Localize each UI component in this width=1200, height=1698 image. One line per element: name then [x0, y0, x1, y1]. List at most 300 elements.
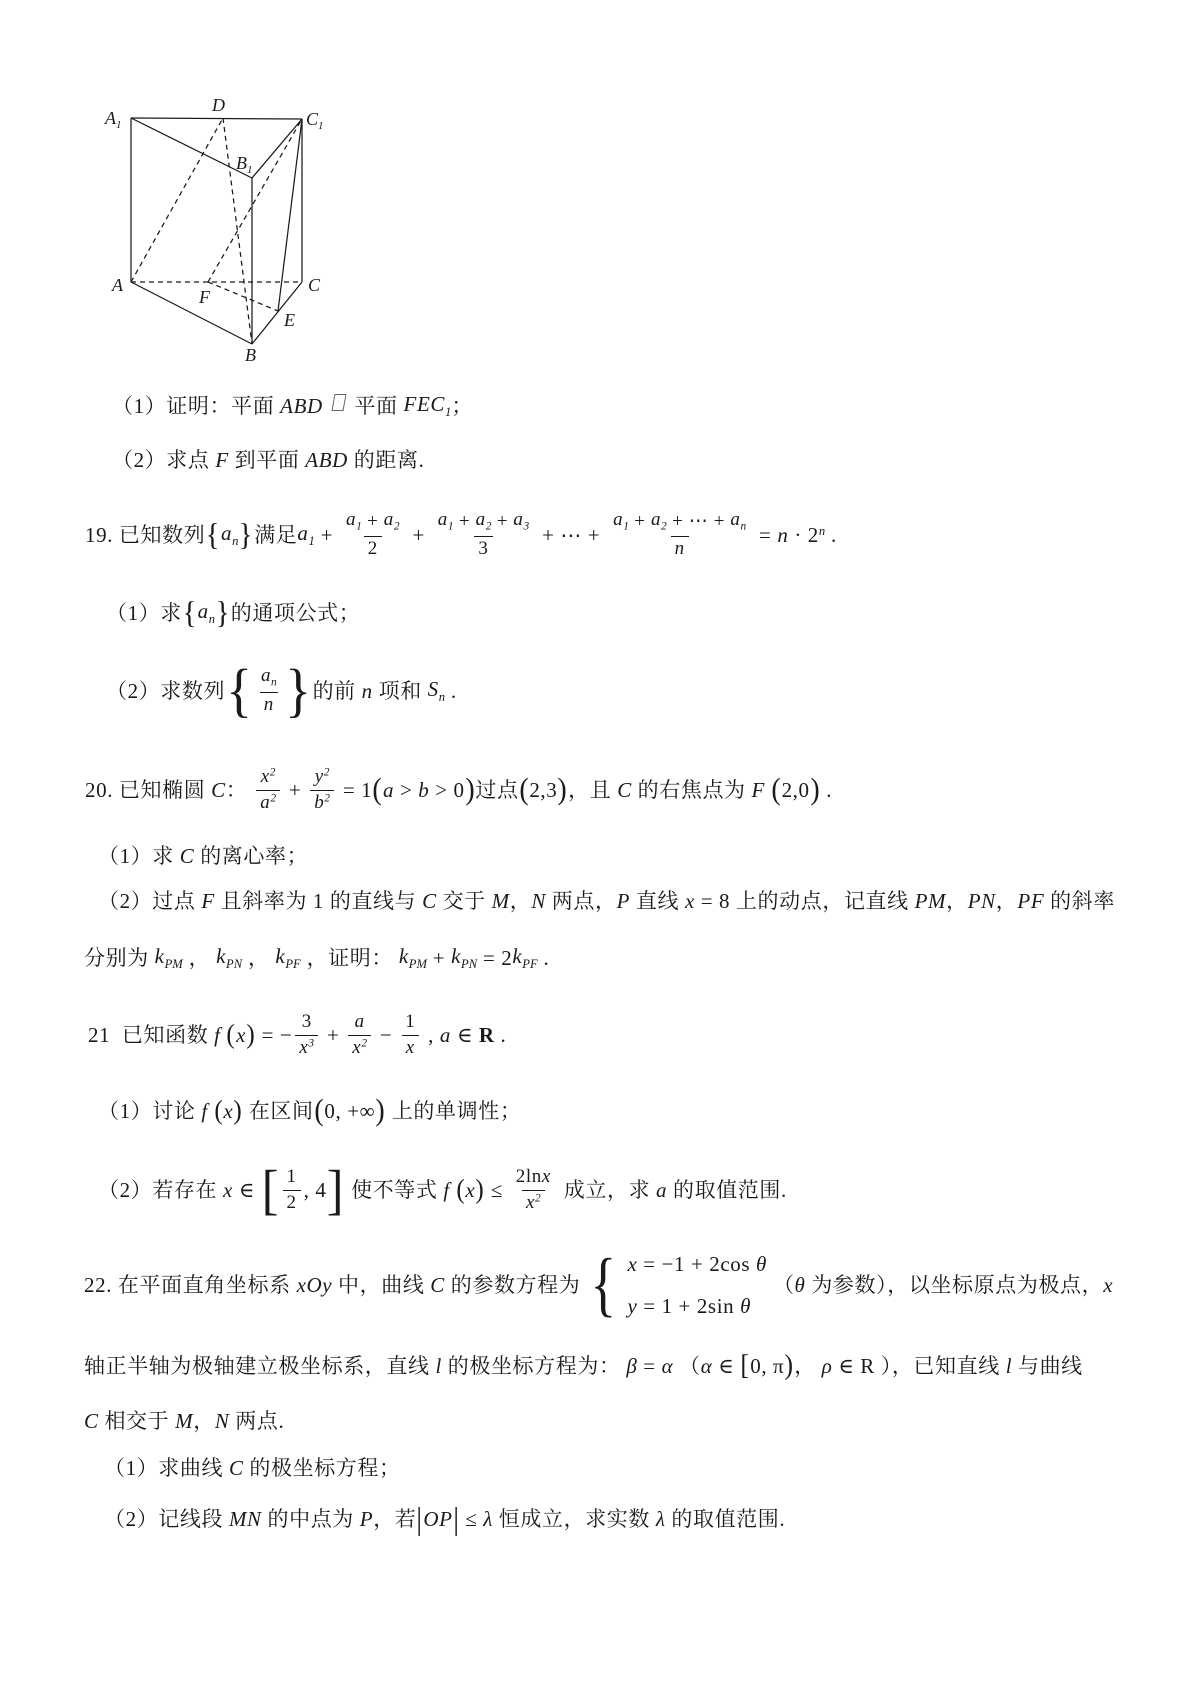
math-var-base: α — [661, 1353, 674, 1378]
math-var-base: 2 — [807, 522, 819, 547]
math-var-base: M — [491, 888, 510, 913]
math-superscript: 3 — [308, 1037, 315, 1050]
math-var — [1103, 1272, 1113, 1298]
math-subscript: PF — [522, 957, 538, 972]
math-delimiter: ( — [372, 772, 383, 807]
math-text: 2 — [367, 537, 378, 559]
math-text: · — [788, 522, 808, 547]
math-delimiter: ( — [456, 1174, 465, 1205]
q20-item2-line2 — [84, 940, 549, 976]
math-fraction — [257, 665, 281, 716]
math-var-base: C — [84, 1408, 99, 1433]
fraction-numerator — [401, 1011, 419, 1035]
math-var-base: a — [383, 509, 394, 531]
math-var-base: MN — [228, 1506, 262, 1531]
math-text: 3 — [478, 537, 489, 559]
math-superscript: n — [818, 523, 826, 538]
math-text: − — [374, 1022, 399, 1047]
math-text — [208, 1098, 214, 1124]
math-text: + — [491, 510, 514, 532]
math-var — [314, 792, 330, 815]
math-delimiter: ) — [475, 1174, 485, 1205]
vertex-label-E: E — [284, 310, 295, 330]
math-var — [968, 888, 996, 914]
math-var — [155, 943, 183, 973]
math-var — [730, 509, 746, 534]
math-text: 上的单调性； — [385, 1098, 522, 1123]
math-superscript: 2 — [324, 792, 330, 805]
math-superscript: 2 — [270, 792, 277, 805]
math-var — [430, 1272, 445, 1298]
math-var-base: a — [197, 599, 209, 624]
math-text: = 1 — [337, 777, 373, 802]
math-text: 过点 — [475, 777, 519, 802]
math-text: 的离心率； — [194, 843, 309, 868]
math-var — [299, 1037, 314, 1060]
q20-stem — [85, 752, 832, 828]
cases-group — [586, 1244, 767, 1325]
math-var-base: k — [451, 944, 462, 969]
math-text — [765, 777, 771, 803]
math-text: 直线 — [630, 888, 685, 913]
math-delimiter: ( — [519, 772, 529, 807]
math-var-base: k — [154, 944, 165, 969]
math-delimiter: { — [226, 658, 253, 724]
math-text: 分别为 — [84, 945, 155, 970]
math-delimiter: } — [239, 516, 254, 552]
cases-row — [628, 1251, 767, 1277]
math-text: 20. 已知椭圆 — [85, 777, 212, 802]
math-text: = 1 + 2sin — [637, 1294, 741, 1318]
math-text: ， — [242, 945, 276, 970]
math-delimiter: ( — [771, 772, 782, 807]
fraction-denominator — [348, 1035, 371, 1060]
math-text: （2）若存在 — [98, 1177, 223, 1202]
math-text: ， — [182, 945, 217, 970]
fraction-denominator — [295, 1035, 318, 1060]
math-var-base: f — [214, 1022, 221, 1047]
edge-C1-E — [278, 119, 302, 311]
math-text: + ⋯ + — [536, 522, 607, 547]
math-var-base: xOy — [296, 1272, 333, 1297]
math-subscript: 3 — [523, 521, 530, 534]
math-text: = −1 + 2cos — [637, 1251, 757, 1276]
math-text: 两点. — [229, 1408, 285, 1433]
math-var — [362, 678, 373, 704]
math-delimiter: ) — [557, 772, 568, 807]
edge-A-D — [131, 118, 223, 282]
math-text: = — [637, 1353, 662, 1378]
math-var-base: n — [777, 522, 789, 547]
math-var-base: x — [236, 1022, 247, 1047]
math-var — [315, 766, 330, 789]
math-var — [229, 1506, 262, 1532]
math-text: 为参数），以坐标原点为极点， — [805, 1272, 1104, 1297]
math-delimiter: [ — [740, 1349, 750, 1381]
math-text: 使不等式 — [345, 1177, 444, 1202]
math-var-base: x — [465, 1177, 476, 1202]
math-text: + — [314, 522, 339, 547]
math-text: ，证明： — [300, 945, 399, 970]
math-text: ， — [995, 888, 1018, 913]
missing-glyph-box — [331, 394, 346, 411]
math-var — [465, 1177, 475, 1203]
math-var — [216, 943, 242, 973]
math-text: ≤ — [484, 1177, 509, 1202]
fraction-numerator — [257, 766, 280, 790]
math-var — [383, 777, 394, 803]
math-var-base: C — [228, 1455, 244, 1480]
math-text: 的极坐标方程； — [243, 1455, 401, 1480]
math-var — [428, 676, 445, 706]
math-delimiter: [ — [261, 1158, 279, 1220]
math-var — [261, 766, 276, 789]
math-delimiter: ] — [327, 1158, 345, 1220]
math-var — [915, 888, 947, 914]
math-text: 在区间 — [242, 1098, 314, 1123]
math-text: 满足 — [254, 522, 298, 547]
math-var-base: N — [214, 1408, 230, 1433]
math-text: 1 — [286, 1165, 297, 1187]
math-fraction — [609, 509, 750, 560]
math-var — [229, 1455, 244, 1481]
math-delimiter: } — [215, 594, 231, 630]
math-text: ， — [794, 1353, 822, 1378]
math-var-base: b — [418, 777, 430, 802]
math-fraction — [434, 509, 533, 560]
math-var — [198, 598, 215, 628]
math-fraction — [283, 1166, 301, 1215]
math-subscript: n — [232, 534, 239, 549]
math-var-base: k — [398, 944, 409, 969]
math-text: （2）过点 — [98, 888, 202, 913]
math-text: 的右焦点为 — [631, 777, 752, 802]
math-var — [483, 1506, 493, 1532]
math-var-base: P — [359, 1506, 374, 1531]
math-var — [740, 1293, 751, 1319]
math-var-base: F — [751, 777, 765, 802]
fraction-denominator — [364, 536, 382, 561]
math-var — [297, 520, 314, 550]
math-var-base: ABD — [280, 393, 323, 418]
math-text: 与曲线 — [1012, 1353, 1083, 1378]
math-var — [613, 509, 629, 534]
q19-item1 — [106, 594, 361, 630]
math-var — [513, 509, 529, 534]
math-delimiter: ) — [810, 772, 820, 807]
math-text: 19. 已知数列 — [85, 522, 206, 547]
math-var-base: θ — [756, 1251, 767, 1276]
math-var — [422, 888, 437, 914]
math-var — [438, 509, 454, 534]
math-subscript: PF — [285, 957, 301, 972]
math-text: + — [628, 510, 651, 532]
math-subscript: 1 — [308, 534, 315, 549]
math-var — [476, 509, 492, 534]
math-text: 2,0 — [781, 777, 810, 802]
math-delimiter: ) — [246, 1019, 256, 1050]
math-var-base: x — [684, 888, 695, 913]
cases-row — [628, 1293, 767, 1319]
math-var-base: x — [1103, 1272, 1114, 1297]
math-fraction — [295, 1011, 318, 1060]
math-var-base: n — [674, 537, 685, 559]
math-var — [701, 1353, 713, 1379]
math-var — [346, 509, 362, 534]
math-text: 2 — [286, 1191, 297, 1213]
math-text: 3 — [301, 1010, 312, 1032]
math-var-base: λ — [655, 1506, 666, 1531]
math-subscript: 1 — [623, 521, 629, 534]
math-text: ， — [509, 888, 532, 913]
math-var — [355, 1011, 365, 1034]
fraction-numerator — [257, 665, 281, 691]
math-var — [542, 1166, 551, 1189]
math-var-base: F — [201, 888, 215, 913]
fraction-numerator — [434, 509, 533, 535]
math-delimiter: } — [284, 658, 312, 724]
math-text: ∈ — [232, 1177, 261, 1202]
math-text: ， — [193, 1408, 215, 1433]
math-var-base: a — [260, 665, 272, 687]
math-text — [323, 393, 329, 419]
math-superscript: 2 — [323, 766, 330, 779]
math-var — [628, 1293, 638, 1319]
math-var-base: a — [383, 777, 395, 802]
math-var-base: k — [216, 944, 226, 969]
edge-F-C1 — [208, 119, 302, 282]
math-delimiter: ( — [214, 1095, 223, 1126]
math-text: ，若 — [373, 1506, 417, 1531]
math-text: . — [537, 945, 550, 970]
math-var-base: θ — [794, 1272, 806, 1297]
math-var — [352, 1037, 367, 1060]
math-text: . — [494, 1022, 507, 1047]
q22-stem-line2 — [84, 1349, 1083, 1383]
math-var-base: a — [345, 509, 357, 531]
math-var-base: f — [201, 1098, 208, 1123]
math-var — [756, 1251, 767, 1277]
math-text: 的取值范围. — [667, 1177, 787, 1202]
math-var — [795, 1272, 806, 1298]
math-var — [662, 1353, 674, 1379]
prism-figure — [95, 85, 335, 380]
fraction-numerator — [298, 1011, 316, 1035]
math-text: 2ln — [515, 1165, 542, 1187]
math-text: + — [426, 945, 452, 970]
vertex-label-B: B — [245, 345, 256, 365]
math-text: ； — [451, 393, 473, 418]
math-text: 平面 — [348, 393, 404, 418]
math-var-base: y — [627, 1294, 638, 1318]
math-text: + ⋯ + — [666, 510, 731, 532]
math-var — [822, 1353, 833, 1379]
q19-stem — [85, 497, 837, 573]
edge-B1-C1 — [252, 119, 302, 178]
vertex-label-C1: $C_1$ — [306, 109, 324, 132]
math-var — [215, 1408, 230, 1434]
math-var — [223, 1177, 233, 1203]
math-bold-text: R — [478, 1022, 495, 1047]
fraction-numerator — [311, 766, 334, 790]
math-text: , — [422, 1022, 440, 1047]
math-var — [675, 538, 685, 561]
math-text: + — [283, 777, 308, 802]
math-var-base: C — [617, 777, 632, 802]
math-text: 交于 — [436, 888, 492, 913]
vertex-label-A1: $A_1$ — [105, 108, 122, 131]
math-var-base: x — [541, 1165, 551, 1187]
vertex-label-B1: $B_1$ — [236, 153, 253, 176]
math-text: ： — [225, 777, 254, 802]
math-var-base: ρ — [821, 1353, 833, 1378]
math-text: = − — [255, 1022, 293, 1047]
math-delimiter: | — [416, 1500, 424, 1536]
math-var — [84, 1408, 99, 1434]
math-var — [399, 943, 427, 973]
math-var-base: k — [512, 944, 523, 969]
fraction-denominator — [310, 790, 334, 815]
math-var — [360, 1506, 373, 1532]
math-superscript: 2 — [361, 1037, 368, 1050]
math-fraction — [401, 1011, 419, 1060]
math-var-base: y — [314, 765, 324, 787]
vertex-label-D: D — [212, 95, 225, 115]
math-text: 的中点为 — [261, 1506, 360, 1531]
math-text: 恒成立，求实数 — [492, 1506, 656, 1531]
math-var-base: ABD — [305, 447, 348, 472]
math-var-base: x — [299, 1036, 309, 1058]
fraction-denominator — [522, 1190, 545, 1215]
math-text: （1）讨论 — [98, 1098, 202, 1123]
math-var — [531, 888, 546, 914]
math-var-base: x — [525, 1191, 536, 1213]
math-var — [617, 888, 630, 914]
math-delimiter: ) — [375, 1093, 386, 1128]
vertex-label-F: F — [199, 287, 210, 307]
math-var-base: PN — [967, 888, 996, 913]
math-text: 2,3 — [529, 777, 558, 802]
math-var — [175, 1408, 193, 1434]
math-var-base: C — [422, 888, 437, 913]
math-text: + — [321, 1022, 346, 1047]
edge-A1-B1 — [131, 118, 252, 178]
math-text: . — [825, 522, 837, 547]
math-subscript: n — [438, 690, 446, 705]
math-text: + — [453, 510, 476, 532]
math-var — [418, 777, 429, 803]
math-var — [264, 694, 274, 717]
math-subscript: 1 — [445, 405, 452, 420]
math-fraction — [348, 1011, 371, 1060]
math-text: ∈ R ），已知直线 — [832, 1353, 1006, 1378]
math-text: + — [361, 510, 384, 532]
math-var — [526, 1192, 541, 1215]
math-var-base: C — [179, 843, 195, 868]
math-var — [626, 1353, 637, 1379]
math-text: （2）求点 — [112, 447, 216, 472]
q21-stem — [88, 998, 506, 1072]
math-var-base: a — [439, 1022, 451, 1047]
math-superscript: 2 — [535, 1192, 541, 1205]
math-text: （1）求曲线 — [104, 1455, 229, 1480]
math-text: ， — [946, 888, 968, 913]
math-text: 的极坐标方程为： — [441, 1353, 627, 1378]
math-text — [450, 1177, 456, 1203]
math-var — [777, 522, 788, 548]
math-var — [236, 1022, 246, 1048]
math-text: 的通项公式； — [230, 600, 361, 625]
math-text: （1）求 — [106, 600, 182, 625]
math-text: 的斜率 — [1044, 888, 1115, 913]
math-var — [656, 1506, 666, 1532]
q22-stem-line3 — [84, 1406, 284, 1436]
math-var-base: x — [222, 1177, 233, 1202]
math-text: 成立，求 — [557, 1177, 657, 1202]
math-subscript: 1 — [447, 521, 454, 534]
math-var-base: a — [513, 509, 524, 531]
math-var-base: b — [314, 791, 325, 813]
fraction-numerator — [609, 509, 750, 535]
q20-item1 — [98, 841, 308, 871]
fraction-numerator — [342, 509, 404, 535]
math-var — [512, 943, 537, 973]
math-text: ，且 — [568, 777, 618, 802]
vertex-label-A: A — [112, 275, 123, 295]
math-var — [260, 792, 276, 815]
math-var — [221, 520, 238, 550]
math-text: 项和 — [372, 678, 428, 703]
math-text: , 4 — [303, 1177, 327, 1202]
math-delimiter: ( — [314, 1093, 324, 1128]
math-var-base: x — [405, 1036, 415, 1058]
math-text: 0, +∞ — [324, 1098, 376, 1123]
prism-diagram-svg — [95, 85, 335, 380]
math-text: （ — [772, 1272, 795, 1297]
math-text: 的前 — [312, 678, 362, 703]
math-var-base: a — [650, 509, 662, 531]
math-var-base: a — [221, 521, 233, 546]
math-var-base: a — [656, 1177, 668, 1202]
math-delimiter: ) — [465, 772, 475, 807]
math-subscript: 2 — [393, 521, 400, 534]
math-text: 轴正半轴为极轴建立极坐标系，直线 — [84, 1353, 436, 1378]
math-var-base: a — [354, 1010, 365, 1032]
math-subscript: 1 — [356, 521, 362, 534]
math-var — [384, 509, 400, 534]
math-var — [628, 1251, 638, 1277]
math-var-base: a — [297, 521, 309, 546]
edge-F-E — [208, 282, 278, 311]
math-text: 的距离. — [347, 447, 425, 472]
math-fraction — [310, 766, 334, 815]
fraction-denominator — [260, 692, 278, 717]
math-text: 0, π — [750, 1353, 785, 1378]
math-var — [280, 393, 323, 419]
fraction-numerator — [283, 1166, 301, 1190]
math-var-base: n — [263, 693, 274, 715]
math-subscript: n — [740, 521, 747, 534]
math-var-base: OP — [423, 1506, 453, 1531]
math-var-base: f — [443, 1177, 450, 1202]
math-var — [261, 665, 277, 690]
vertex-label-C: C — [308, 275, 321, 295]
math-text: 的参数方程为 — [444, 1272, 581, 1297]
math-subscript: PN — [226, 957, 243, 972]
q18-item2 — [112, 445, 424, 475]
q19-item2 — [106, 652, 457, 730]
math-var-base: x — [223, 1098, 234, 1123]
